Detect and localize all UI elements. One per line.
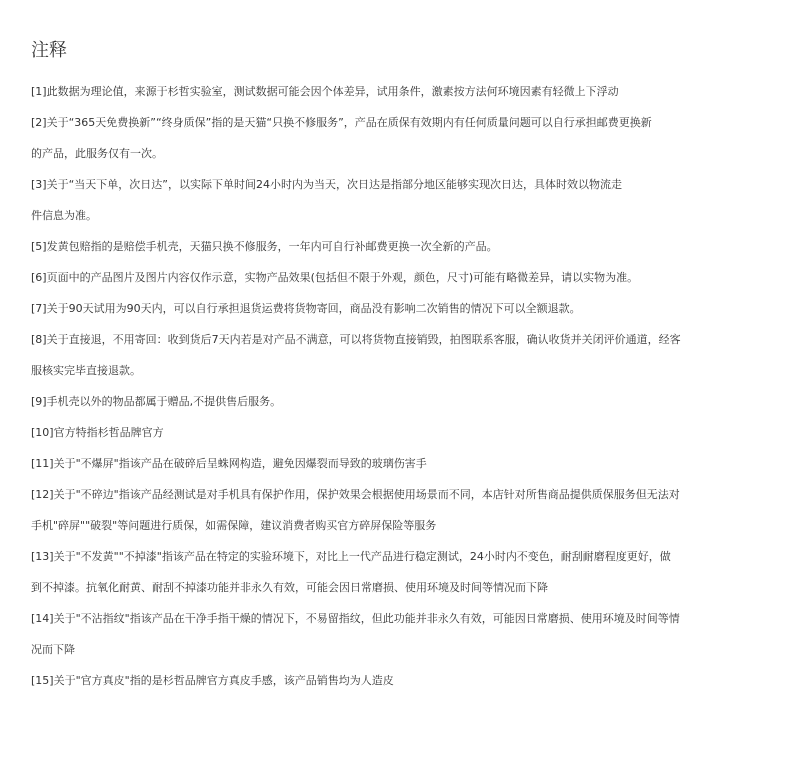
- note-line: 的产品，此服务仅有一次。: [31, 147, 163, 160]
- note-line: 服核实完毕直接退款。: [31, 364, 141, 377]
- note-line: 件信息为准。: [31, 209, 97, 222]
- note-line: 况而下降: [31, 643, 75, 656]
- note-line: [13]关于"不发黄""不掉漆"指该产品在特定的实验环境下，对比上一代产品进行稳定测试，24小时内不变色，耐刮耐磨程度更好，做: [31, 550, 671, 563]
- page-title: 注释: [31, 40, 67, 61]
- note-line: [6]页面中的产品图片及图片内容仅作示意，实物产品效果(包括但不限于外观，颜色，尺寸)可能有略微差异，请以实物为准。: [31, 271, 639, 284]
- note-line: 到不掉漆。抗氧化耐黄、耐刮不掉漆功能并非永久有效，可能会因日常磨损、使用环境及时间等情况而下降: [31, 581, 548, 594]
- note-line: [9]手机壳以外的物品都属于赠品,不提供售后服务。: [31, 395, 282, 408]
- note-line: [1]此数据为理论值，来源于杉哲实验室，测试数据可能会因个体差异，试用条件，激素按方法何环境因素有轻微上下浮动: [31, 85, 619, 98]
- notes-document: [31, 38, 761, 696]
- note-line: [10]官方特指杉哲品牌官方: [31, 426, 164, 439]
- note-line: [5]发黄包赔指的是赔偿手机壳，天猫只换不修服务，一年内可自行补邮费更换一次全新的产品。: [31, 240, 498, 253]
- note-line: [11]关于"不爆屏"指该产品在破碎后呈蛛网构造，避免因爆裂而导致的玻璃伤害手: [31, 457, 427, 470]
- note-line: [12]关于"不碎边"指该产品经测试是对手机具有保护作用，保护效果会根据使用场景而不同，本店针对所售商品提供质保服务但无法对: [31, 488, 680, 501]
- note-line: [7]关于90天试用为90天内，可以自行承担退货运费将货物寄回，商品没有影响二次销售的情况下可以全额退款。: [31, 302, 581, 315]
- note-line: [14]关于"不沾指纹"指该产品在干净手指干燥的情况下，不易留指纹，但此功能并非永久有效，可能因日常磨损、使用环境及时间等情: [31, 612, 680, 625]
- note-line: [3]关于“当天下单，次日达”，以实际下单时间24小时内为当天，次日达是指部分地区能够实现次日达，具体时效以物流走: [31, 178, 622, 191]
- note-line: 手机"碎屏""破裂"等问题进行质保，如需保障，建议消费者购买官方碎屏保险等服务: [31, 519, 437, 532]
- notes-list: [31, 76, 761, 696]
- note-line: [2]关于“365天免费换新”“终身质保”指的是天猫“只换不修服务”，产品在质保有效期内有任何质量问题可以自行承担邮费更换新: [31, 116, 652, 129]
- note-line: [15]关于"官方真皮"指的是杉哲品牌官方真皮手感，该产品销售均为人造皮: [31, 674, 394, 687]
- note-line: [8]关于直接退，不用寄回：收到货后7天内若是对产品不满意，可以将货物直接销毁，拍图联系客服，确认收货并关闭评价通道，经客: [31, 333, 681, 346]
